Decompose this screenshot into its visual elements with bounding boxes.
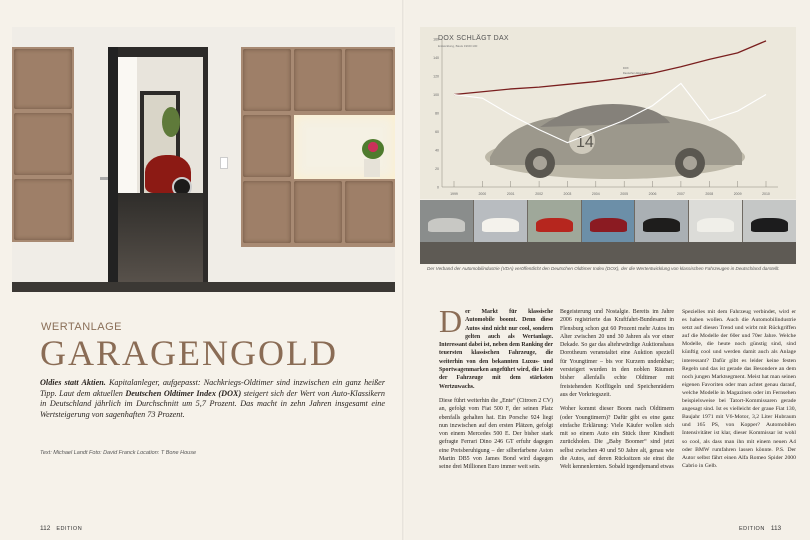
y-tick-label: 60 [435, 130, 439, 134]
drop-cap: D [439, 303, 463, 339]
car-thumb-4 [582, 200, 635, 242]
car-thumb-3 [528, 200, 581, 242]
column-2-paragraph-1: Begeisterung und Nostalgie. Bereits im Jahre 2006 registrierte das Kraftfahrt-Bundesamt in Flensburg schon gut 60 Prozent mehr Autos im Alter zwischen 20 und 30 Jahren als vor einer Dekade. So gar das altehrwürdige Auktionshaus Dorotheum veranstaltet eine Auktion speziell für Youngtimer – bis vor Kurzem undenkbar; versteigert wurden in den noblen Räumen bisher allenfalls echte Oldtimer mit freistehenden Kotflügeln und Speichenrädern aus der Vorkriegszeit. [560, 309, 674, 398]
dox-chart [420, 27, 796, 199]
chart-title: DOX SCHLÄGT DAX [438, 35, 509, 42]
legend-dox: DOX [623, 67, 629, 70]
article-kicker: WERTANLAGE [41, 321, 122, 333]
caption-bar [420, 242, 796, 264]
y-tick-label: 160 [433, 37, 439, 42]
x-tick-label: 2004 [591, 192, 600, 196]
column-2 [560, 308, 674, 478]
x-tick-label: 2006 [648, 192, 657, 196]
car-thumbnail-strip [420, 200, 796, 242]
article-credits: Text: Michael Landt Foto: David Franck Location: T Bone House [40, 450, 197, 456]
page-number-left: 112 [40, 525, 51, 532]
flower-pot [364, 159, 380, 177]
x-tick-label: 2001 [506, 192, 515, 196]
x-tick-label: 2000 [478, 192, 487, 196]
article-headline: GARAGENGOLD [40, 333, 338, 373]
article-intro [40, 378, 385, 420]
intro-text-2: steigert sich der Wert von Auto-Klassikern in Deutschland jährlich im Durchschnitt um 5,7 Prozent. Das macht in zehn Jahren insgesamt eine Wertsteigerung von sagenhaften 73 Prozent. [40, 388, 385, 419]
page-number-right: 113 [770, 525, 782, 532]
column-1 [439, 303, 553, 478]
car-thumb-7 [743, 200, 796, 242]
x-tick-label: 2007 [677, 192, 685, 196]
column-3 [682, 308, 796, 476]
folio-label-left: EDITION [56, 526, 83, 532]
car-thumb-5 [635, 200, 688, 242]
intro-bold: Deutschen Oldtimer Index (DOX) [125, 388, 242, 398]
y-tick-label: 100 [433, 93, 439, 97]
x-tick-label: 2009 [733, 192, 742, 196]
hero-photo [12, 27, 395, 292]
chart-caption: Der Verband der Automobilindustrie (VDA) veröffentlicht den Deutschen Oldtimer Index (DOX), der die Wertentwicklung von klassischen Fahrzeugen in Deutschland darstellt. [427, 266, 780, 271]
intro-lead: Oldies statt Aktien. [40, 378, 106, 387]
svg-text:14: 14 [576, 134, 594, 151]
column-1-paragraph: Diese führt weiterhin die „Ente“ (Citroen 2 CV) an, gefolgt vom Fiat 500 F, der seinen Platz ebenfalls gehalten hat. Ein Porsche 924 liegt nun inzwischen auf den ersten Plätzen, gefolgt von einem Mercedes 500 E. Der bisher stark gefragte Ferrari Dino 246 GT erfuhr dagegen eine Preisberuhigung – der silberfarbene Aston Martin DB5 von James Bond wird dagegen seine drei Millionen Euro immer weit sein. [439, 397, 553, 471]
x-tick-label: 2010 [762, 192, 770, 196]
column-2-paragraph-2: Woher kommt dieser Boom nach Oldtimern (oder Youngtimern)? Dafür gibt es eine ganz einfache Erklärung: Viele Käufer wollen sich mit so einem Auto ein Stück ihrer Kindheit zurückholen. Die „Baby Boomer“ sind jetzt selbst zwischen 40 und 50 Jahre alt, genau wie die Autos, auf deren Rücksitzen sie einst die Welt kennenlernten. Sobald irgendjemand etwas [560, 406, 674, 471]
x-tick-label: 2002 [535, 192, 543, 196]
column-3-paragraph: Spezielles mit dem Fahrzeug verbindet, wird er es haben wollen. Auch die Automobilindustrie setzt auf diesen Trend und wirbt mit Rückgriffen auf die Modelle der 60er und 70er Jahre. Welche Modelle, die heute noch günstig sind, sind künftig cool und werden damit auch als Anlage interessant? Dafür gibt es leider keine festen Regeln und das ist gerade das Besondere an dem noch jungen Marktsegment. Meist hat man seinen eigenen Favoriten oder man achtet genau darauf, welche Modelle in Magazinen oder im Fernsehen beispielsweise bei Tatort-Kommissaren gerade angesagt sind. Ist es vielleicht der graue Fiat 130, Baujahr 1971 mit V6-Motor, 3,2 Liter Hubraum und 165 PS, von Kopper? Automobilen Intensivitäter ist klar, dieser Kommissar ist wohl so cool, als dass man ihn mit einem neuen A4 oder BMW rumfahren lassen könnte. P.S. Der Autor selbst fährt einen Alfa Romeo Spider 2000 Cabrio in Gelb. [682, 309, 796, 469]
y-tick-label: 80 [435, 111, 439, 116]
y-tick-label: 20 [435, 167, 439, 171]
flower [362, 139, 384, 159]
x-tick-label: 2005 [620, 192, 629, 196]
x-tick-label: 2008 [705, 192, 714, 196]
intro-text-1: Kapitalanleger, aufgepasst: Nachkriegs-Oldtimer sind inzwischen ein ganz heißer Tipp. Laut dem aktuellen [40, 378, 386, 398]
chart-plot [420, 27, 796, 199]
series-line-dax [454, 83, 766, 142]
car-thumb-2 [474, 200, 527, 242]
folio-label-right: EDITION [739, 526, 765, 532]
y-tick-label: 120 [433, 74, 439, 79]
series-line-dox [454, 41, 766, 95]
y-tick-label: 0 [437, 185, 439, 190]
x-tick-label: 2003 [563, 192, 572, 196]
folio-right [733, 525, 781, 532]
x-tick-label: 1999 [450, 192, 458, 196]
y-tick-label: 140 [433, 56, 439, 60]
chart-subtitle: Entwicklung, Basis 1999=100 [438, 44, 478, 48]
folio-left [40, 525, 88, 532]
car-thumb-6 [689, 200, 742, 242]
right-page [405, 0, 810, 540]
legend-dax: Deutscher Aktienindex [623, 72, 649, 75]
car-thumb-1 [420, 200, 473, 242]
column-1-lead: er Markt für klassische Automobile boomt. Denn diese Autos sind nicht nur cool, sondern gelten auch als Wertanlage. Interessant dabei ist, neben dem Ranking der teuersten klassischen Fahrzeuge, die weiterhin von den bekannten Luxus- und Sportwagenmarken angeführt wird, die Liste der Fahrzeuge mit dem stärksten Wertzuwachs. [439, 309, 553, 390]
wall-panel-left [12, 47, 74, 242]
y-tick-label: 40 [435, 148, 439, 153]
